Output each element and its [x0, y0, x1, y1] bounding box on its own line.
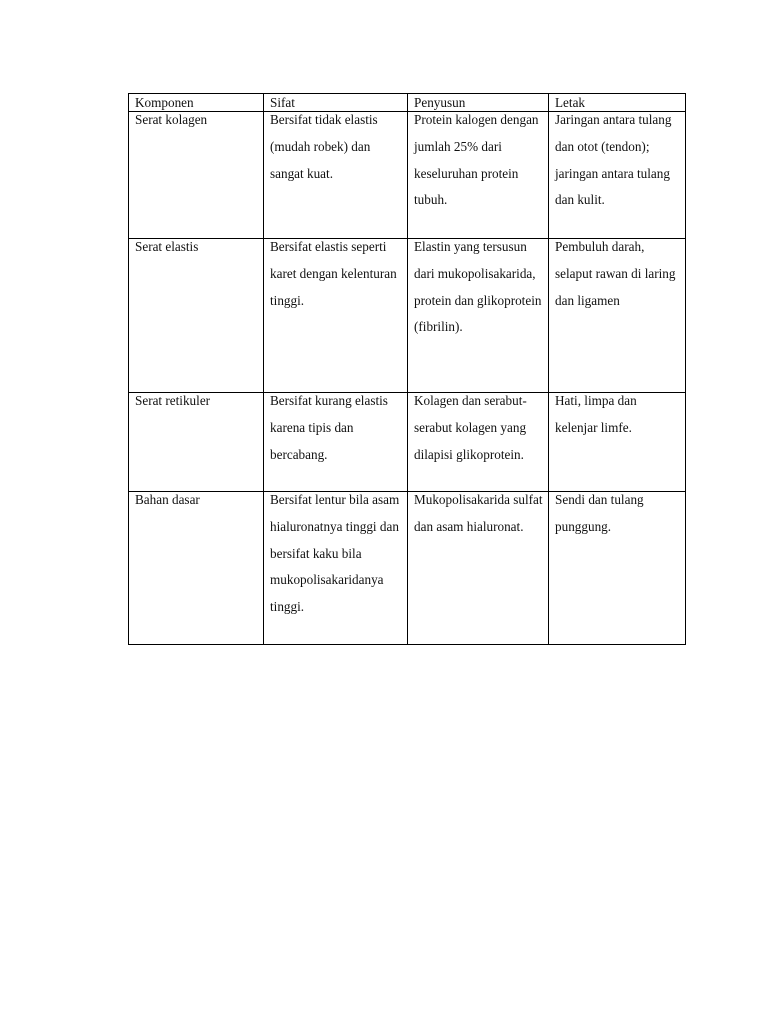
cell-text: Serat kolagen	[135, 112, 208, 127]
cell-text: Elastin yang tersusun dari mukopolisakarida, protein dan glikoprotein (fibrilin).	[414, 239, 542, 335]
table-cell	[408, 239, 549, 393]
table-cell	[408, 393, 549, 492]
cell-text: Kolagen dan serabut-serabut kolagen yang dilapisi glikoprotein.	[414, 393, 527, 462]
table-cell	[549, 112, 686, 239]
table-row	[129, 239, 686, 393]
column-header-komponen: Komponen	[129, 94, 264, 112]
cell-text: Bersifat lentur bila asam hialuronatnya tinggi dan bersifat kaku bila mukopolisakaridanya tinggi.	[270, 492, 400, 615]
table-row	[129, 393, 686, 492]
table-row	[129, 492, 686, 645]
table-cell	[408, 492, 549, 645]
table-cell	[129, 112, 264, 239]
table-cell	[129, 492, 264, 645]
cell-text: Mukopolisakarida sulfat dan asam hialuronat.	[414, 492, 543, 534]
table-cell	[549, 492, 686, 645]
cell-text: Bahan dasar	[135, 492, 200, 507]
table-cell	[129, 393, 264, 492]
column-header-letak: Letak	[549, 94, 686, 112]
table-cell	[264, 112, 408, 239]
cell-text: Hati, limpa dan kelenjar limfe.	[555, 393, 637, 435]
table-cell	[264, 393, 408, 492]
cell-text: Sendi dan tulang punggung.	[555, 492, 644, 534]
cell-text: Jaringan antara tulang dan otot (tendon); jaringan antara tulang dan kulit.	[555, 112, 672, 208]
cell-text: Bersifat tidak elastis (mudah robek) dan sangat kuat.	[270, 112, 378, 181]
table-cell	[549, 393, 686, 492]
cell-text: Bersifat kurang elastis karena tipis dan bercabang.	[270, 393, 388, 462]
table-cell	[549, 239, 686, 393]
table-row	[129, 112, 686, 239]
cell-text: Bersifat elastis seperti karet dengan kelenturan tinggi.	[270, 239, 397, 308]
connective-fiber-table	[128, 93, 686, 645]
table-cell	[264, 239, 408, 393]
cell-text: Serat elastis	[135, 239, 199, 254]
cell-text: Pembuluh darah, selaput rawan di laring dan ligamen	[555, 239, 676, 308]
table-cell	[264, 492, 408, 645]
column-header-sifat: Sifat	[264, 94, 408, 112]
cell-text: Serat retikuler	[135, 393, 211, 408]
table-cell	[408, 112, 549, 239]
column-header-penyusun: Penyusun	[408, 94, 549, 112]
cell-text: Protein kalogen dengan jumlah 25% dari keseluruhan protein tubuh.	[414, 112, 539, 208]
table-cell	[129, 239, 264, 393]
